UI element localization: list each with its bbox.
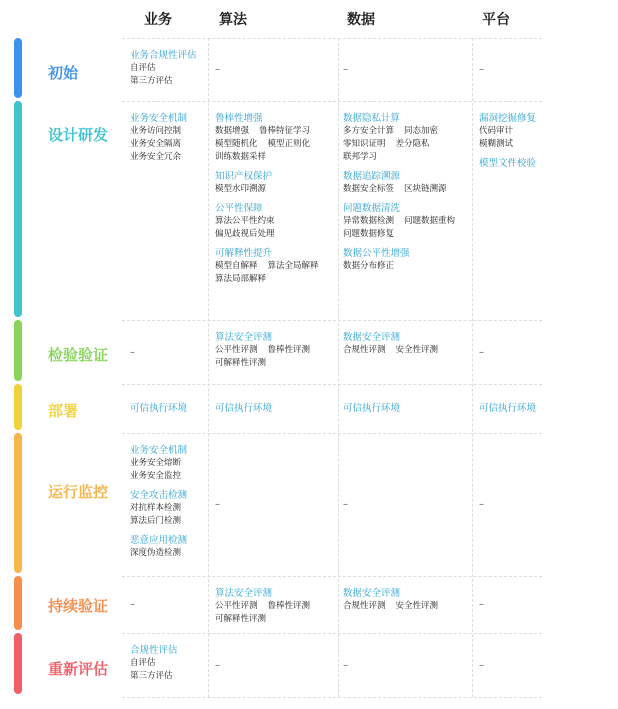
capability-items	[130, 657, 208, 683]
phase-label: 运行监控	[48, 483, 109, 501]
cell-algorithm	[215, 38, 335, 101]
capability-group	[215, 247, 335, 286]
column-header: 平台	[482, 12, 510, 28]
cell-data	[343, 331, 469, 384]
capability-title: 可信执行环境	[215, 403, 273, 414]
column-divider	[208, 38, 209, 697]
capability-item: 算法局部解释	[215, 274, 267, 284]
capability-item: 鲁棒性评测	[267, 601, 311, 611]
capability-item: 第三方评估	[130, 76, 173, 86]
column-header: 数据	[347, 12, 375, 28]
capability-group	[130, 644, 208, 683]
column-divider	[338, 38, 339, 697]
cell-data	[343, 38, 469, 101]
capability-group	[215, 402, 335, 415]
phase-bar	[14, 633, 22, 694]
cell-business	[130, 49, 208, 101]
capability-items	[343, 260, 469, 273]
capability-title: 业务合规性评估	[130, 50, 197, 61]
capability-item: 数据安全标签	[343, 184, 395, 194]
capability-item: 多方安全计算	[343, 126, 395, 136]
empty-cell-dash: –	[343, 499, 348, 510]
capability-item: 自评估	[130, 63, 156, 73]
column-header: 算法	[219, 12, 247, 28]
capability-item: 训练数据采样	[215, 152, 267, 162]
cell-platform	[479, 576, 543, 633]
capability-title: 算法安全评测	[215, 332, 273, 343]
capability-items	[215, 215, 335, 241]
capability-group	[130, 402, 208, 415]
phase-bar	[14, 38, 22, 98]
capability-group	[215, 170, 335, 196]
cell-data	[343, 112, 469, 320]
capability-items	[343, 125, 469, 164]
cell-platform	[479, 384, 543, 433]
cell-platform	[479, 38, 543, 101]
column-divider	[472, 38, 473, 697]
phase-bar	[14, 576, 22, 630]
phase-bar	[14, 433, 22, 573]
capability-items	[130, 125, 208, 164]
capability-group	[343, 170, 469, 196]
capability-group	[479, 402, 543, 415]
capability-title: 漏洞挖掘修复	[479, 113, 537, 124]
phase-bar	[14, 320, 22, 381]
capability-group	[343, 587, 469, 613]
capability-group	[479, 157, 543, 170]
capability-item: 算法后门检测	[130, 516, 182, 526]
empty-cell-dash: –	[130, 599, 135, 610]
capability-item: 同态加密	[404, 126, 439, 136]
capability-title: 业务安全机制	[130, 445, 188, 456]
cell-data	[343, 633, 469, 697]
capability-items	[215, 125, 335, 164]
capability-item: 可解释性评测	[215, 614, 267, 624]
capability-title: 可信执行环境	[479, 403, 537, 414]
capability-group	[130, 112, 208, 164]
empty-cell-dash: –	[343, 64, 348, 75]
capability-item: 区块链溯源	[404, 184, 447, 194]
cell-algorithm	[215, 384, 335, 433]
cell-platform	[479, 320, 543, 384]
capability-items	[343, 344, 469, 357]
cell-business	[130, 320, 208, 384]
capability-item: 模型正则化	[267, 139, 311, 149]
capability-title: 数据安全评测	[343, 588, 401, 599]
capability-item: 业务安全监控	[130, 471, 182, 481]
capability-items	[215, 260, 335, 286]
capability-title: 算法安全评测	[215, 588, 273, 599]
capability-items	[130, 547, 208, 560]
cell-algorithm	[215, 633, 335, 697]
empty-cell-dash: –	[479, 346, 484, 358]
capability-items	[343, 600, 469, 613]
capability-item: 数据分布修正	[343, 261, 395, 271]
capability-title: 恶意应用检测	[130, 535, 188, 546]
capability-title: 数据公平性增强	[343, 248, 410, 259]
capability-item: 鲁棒性评测	[267, 345, 311, 355]
capability-item: 偏见歧视后处理	[215, 229, 275, 239]
phase-label: 持续验证	[48, 597, 109, 615]
capability-item: 算法公平性约束	[215, 216, 275, 226]
capability-group	[215, 587, 335, 626]
phase-label: 初始	[48, 64, 79, 82]
capability-title: 数据安全评测	[343, 332, 401, 343]
capability-group	[215, 112, 335, 164]
capability-item: 深度伪造检测	[130, 548, 182, 558]
phase-label: 设计研发	[48, 126, 109, 144]
empty-cell-dash: –	[215, 64, 220, 75]
cell-business	[130, 112, 208, 320]
capability-group	[215, 202, 335, 241]
capability-title: 模型文件校验	[479, 158, 537, 169]
capability-items	[130, 62, 208, 88]
capability-title: 可信执行环境	[130, 403, 188, 414]
row-divider	[122, 101, 542, 102]
cell-algorithm	[215, 331, 335, 384]
capability-item: 对抗样本检测	[130, 503, 182, 513]
capability-group	[343, 202, 469, 241]
capability-item: 业务访问控制	[130, 126, 182, 136]
empty-cell-dash: –	[479, 659, 484, 671]
capability-item: 问题数据修复	[343, 229, 395, 239]
capability-group	[215, 331, 335, 370]
empty-cell-dash: –	[215, 659, 220, 671]
cell-algorithm	[215, 587, 335, 633]
empty-cell-dash: –	[130, 346, 135, 358]
empty-cell-dash: –	[479, 499, 484, 510]
capability-items	[479, 125, 543, 151]
capability-item: 自评估	[130, 658, 156, 668]
capability-title: 合规性评估	[130, 645, 178, 656]
capability-title: 公平性保障	[215, 203, 263, 214]
row-divider	[122, 697, 542, 698]
cell-algorithm	[215, 433, 335, 576]
capability-item: 代码审计	[479, 126, 514, 136]
capability-item: 数据增强	[215, 126, 250, 136]
cell-platform	[479, 112, 543, 320]
capability-item: 安全性评测	[395, 345, 439, 355]
capability-item: 差分隐私	[395, 139, 430, 149]
capability-group	[343, 112, 469, 164]
capability-title: 业务安全机制	[130, 113, 188, 124]
cell-business	[130, 444, 208, 576]
capability-title: 数据追踪溯源	[343, 171, 401, 182]
cell-data	[343, 384, 469, 433]
capability-item: 可解释性评测	[215, 358, 267, 368]
capability-title: 知识产权保护	[215, 171, 273, 182]
capability-items	[130, 502, 208, 528]
capability-item: 安全性评测	[395, 601, 439, 611]
capability-group	[130, 49, 208, 88]
empty-cell-dash: –	[479, 599, 484, 610]
capability-items	[215, 344, 335, 370]
capability-title: 数据隐私计算	[343, 113, 401, 124]
capability-item: 联邦学习	[343, 152, 378, 162]
capability-item: 算法全局解释	[267, 261, 319, 271]
capability-group	[343, 402, 469, 415]
capability-items	[130, 457, 208, 483]
capability-group	[479, 112, 543, 151]
capability-group	[343, 331, 469, 357]
capability-title: 可解释性提升	[215, 248, 273, 259]
empty-cell-dash: –	[479, 64, 484, 75]
capability-group	[130, 489, 208, 528]
column-header: 业务	[144, 12, 172, 28]
capability-item: 模型水印溯源	[215, 184, 267, 194]
capability-item: 问题数据重构	[404, 216, 456, 226]
capability-items	[215, 183, 335, 196]
cell-business	[130, 576, 208, 633]
empty-cell-dash: –	[215, 499, 220, 510]
capability-items	[215, 600, 335, 626]
capability-item: 零知识证明	[343, 139, 386, 149]
empty-cell-dash: –	[343, 659, 348, 671]
capability-item: 业务安全熔断	[130, 458, 182, 468]
capability-item: 模型随机化	[215, 139, 258, 149]
cell-data	[343, 433, 469, 576]
capability-group	[130, 444, 208, 483]
cell-platform	[479, 633, 543, 697]
capability-item: 鲁棒特征学习	[259, 126, 311, 136]
phase-bar	[14, 101, 22, 317]
capability-item: 公平性评测	[215, 345, 258, 355]
capability-title: 安全攻击检测	[130, 490, 188, 501]
capability-title: 鲁棒性增强	[215, 113, 263, 124]
capability-item: 异常数据检测	[343, 216, 395, 226]
cell-business	[130, 384, 208, 433]
capability-item: 业务安全隔离	[130, 139, 182, 149]
capability-items	[343, 215, 469, 241]
capability-group	[130, 534, 208, 560]
capability-item: 公平性评测	[215, 601, 258, 611]
cell-business	[130, 644, 208, 697]
capability-item: 第三方评估	[130, 671, 173, 681]
capability-group	[343, 247, 469, 273]
phase-bar	[14, 384, 22, 430]
capability-item: 模糊测试	[479, 139, 514, 149]
cell-algorithm	[215, 112, 335, 320]
capability-item: 合规性评测	[343, 601, 386, 611]
capability-item: 模型自解释	[215, 261, 258, 271]
capability-items	[343, 183, 469, 196]
cell-platform	[479, 433, 543, 576]
phase-label: 检验验证	[48, 346, 109, 364]
capability-item: 业务安全冗余	[130, 152, 182, 162]
cell-data	[343, 587, 469, 633]
phase-label: 重新评估	[48, 660, 109, 678]
capability-title: 可信执行环境	[343, 403, 401, 414]
capability-title: 问题数据清洗	[343, 203, 401, 214]
capability-item: 合规性评测	[343, 345, 386, 355]
phase-label: 部署	[48, 402, 79, 420]
